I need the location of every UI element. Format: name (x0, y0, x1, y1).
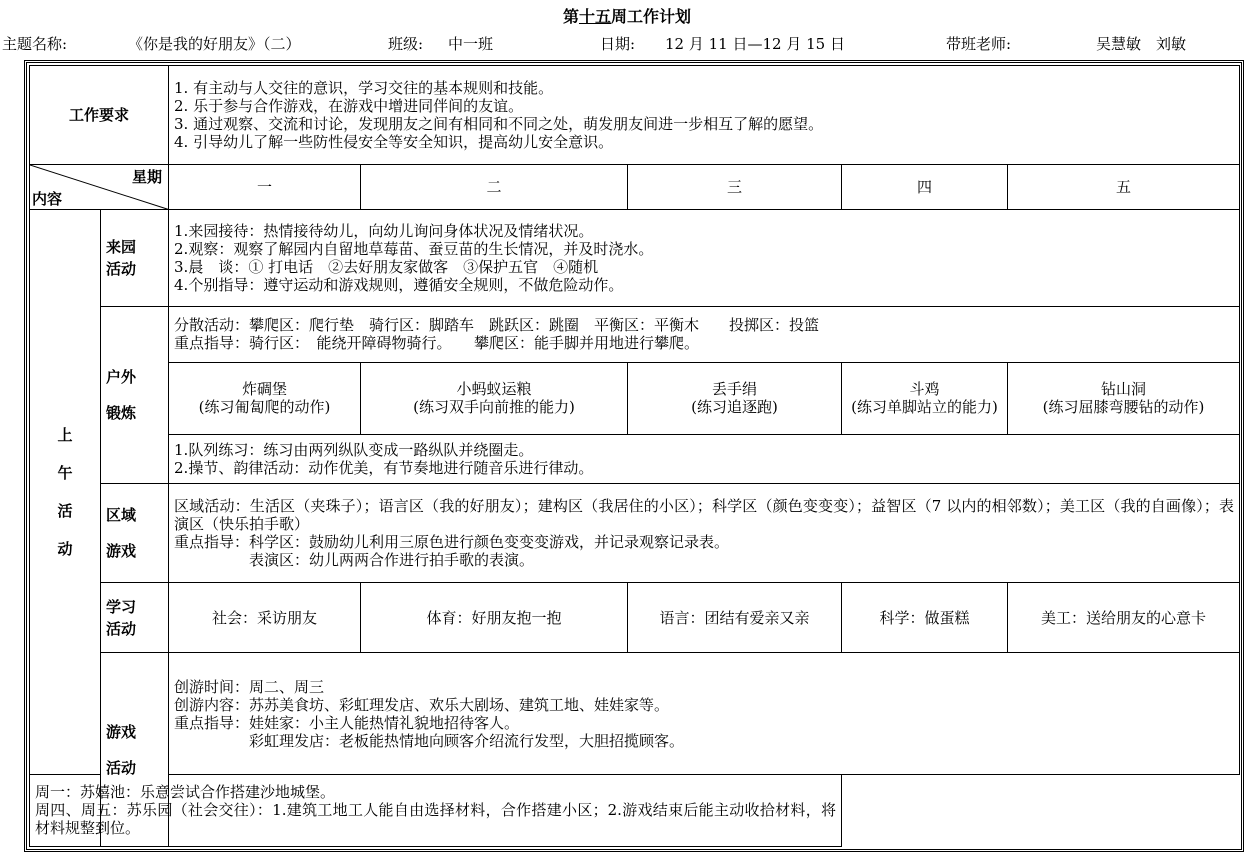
study-tue: 体育：好朋友抱一抱 (361, 583, 628, 653)
requirements-label: 工作要求 (30, 66, 169, 165)
outdoor-games-row (30, 362, 1240, 434)
requirements-row (30, 66, 1240, 165)
requirement-item: 1. 有主动与人交往的意识，学习交往的基本规则和技能。 (174, 78, 554, 97)
play-bottom-line: 周四、周五：苏乐园（社会交往）：1.建筑工地工人能自由选择材料，合作搭建小区；2.游戏结束后能主动收拾材料，将材料规整到位。 (35, 801, 837, 838)
outdoor-top-line: 重点指导：骑行区： 能绕开障碍物骑行。 攀爬区：能手脚并用地进行攀爬。 (174, 334, 700, 353)
study-label-line: 活动 (106, 619, 137, 638)
class-label: 班级: (388, 35, 424, 53)
arrival-row (30, 210, 1240, 307)
plan-frame (24, 60, 1244, 852)
play-top-line: 创游内容：苏苏美食坊、彩虹理发店、欢乐大剧场、建筑工地、娃娃家等。 (174, 695, 670, 714)
title-prefix: 第 (562, 7, 579, 26)
area-line: 表演区：幼儿两两合作进行拍手歌的表演。 (174, 551, 535, 570)
area-label-line: 游戏 (106, 542, 137, 561)
weekday-label: 星期 (132, 167, 163, 186)
area-row (30, 484, 1240, 583)
play-label-line: 活动 (106, 758, 137, 777)
teacher-label: 带班老师: (946, 35, 1012, 53)
outdoor-label-line: 锻炼 (106, 404, 137, 423)
study-mon: 社会：采访朋友 (169, 583, 361, 653)
requirement-item: 3. 通过观察、交流和讨论，发现朋友之间有相同和不同之处，萌发朋友间进一步相互了解的愿望。 (174, 114, 824, 133)
morning-label-char: 午 (57, 464, 73, 483)
outdoor-top-row (30, 307, 1240, 363)
outdoor-game-mon (169, 362, 361, 434)
day-header-wed: 三 (628, 164, 842, 209)
date-label: 日期: (600, 35, 636, 53)
area-line: 重点指导：科学区：鼓励幼儿利用三原色进行颜色变变变游戏，并记录观察记录表。 (174, 533, 730, 552)
study-row (30, 583, 1240, 653)
study-wed: 语言：团结有爱亲又亲 (628, 583, 842, 653)
game-name: 钻山洞 (1101, 380, 1147, 399)
theme-value: 《你是我的好朋友》（二） (128, 35, 301, 53)
arrival-content (169, 210, 1240, 307)
outdoor-game-fri (1008, 362, 1240, 434)
outdoor-top-line: 分散活动：攀爬区：爬行垫 骑行区：脚踏车 跳跃区：跳圈 平衡区：平衡木 投掷区：投篮 (174, 316, 820, 335)
morning-label-char: 动 (57, 540, 73, 559)
requirement-item: 4. 引导幼儿了解一些防性侵安全等安全知识，提高幼儿安全意识。 (174, 132, 614, 151)
game-desc: (练习单脚站立的能力) (851, 398, 998, 417)
play-schedule (30, 774, 842, 846)
play-top-line: 彩虹理发店：老板能热情地向顾客介绍流行发型，大胆招揽顾客。 (174, 731, 685, 750)
game-desc: (练习匍匐爬的动作) (198, 398, 331, 417)
arrival-line: 3.晨 谈：① 打电话 ②去好朋友家做客 ③保护五官 ④随机 (174, 258, 599, 277)
requirement-item: 2. 乐于参与合作游戏，在游戏中增进同伴间的友谊。 (174, 96, 524, 115)
day-header-thu: 四 (842, 164, 1008, 209)
outdoor-game-thu (842, 362, 1008, 434)
day-header-fri: 五 (1008, 164, 1240, 209)
morning-label-char: 活 (57, 502, 73, 521)
arrival-line: 2.观察：观察了解园内自留地草莓苗、蚕豆苗的生长情况，并及时浇水。 (174, 240, 654, 259)
game-desc: (练习追逐跑) (691, 398, 778, 417)
outdoor-game-tue (361, 362, 628, 434)
play-bottom-row (30, 774, 1240, 846)
morning-label-char: 上 (57, 426, 73, 445)
play-label-line: 游戏 (106, 722, 137, 741)
area-content (169, 484, 1240, 583)
game-desc: (练习屈膝弯腰钻的动作) (1042, 398, 1205, 417)
game-name: 斗鸡 (909, 380, 940, 399)
game-name: 小蚂蚁运粮 (456, 380, 532, 399)
area-label (101, 484, 169, 583)
requirements-list (169, 66, 1240, 165)
outdoor-game-wed (628, 362, 842, 434)
title-week-number: 十五 (578, 7, 611, 26)
study-fri: 美工：送给朋友的心意卡 (1008, 583, 1240, 653)
play-top-line: 重点指导：娃娃家：小主人能热情礼貌地招待客人。 (174, 713, 520, 732)
title-suffix: 周工作计划 (611, 7, 692, 26)
outdoor-label (101, 307, 169, 484)
arrival-line: 4.个别指导：遵守运动和游戏规则，遵循安全规则，不做危险动作。 (174, 276, 624, 295)
play-bottom-line: 周一：苏嬉池：乐意尝试合作搭建沙地城堡。 (35, 783, 336, 802)
page-title (0, 4, 1254, 27)
class-value: 中一班 (448, 35, 494, 53)
day-header-mon: 一 (169, 164, 361, 209)
morning-activities-label (30, 210, 101, 775)
teacher-value: 吴慧敏 刘敏 (1096, 35, 1187, 53)
play-content (169, 653, 1240, 775)
content-label: 内容 (32, 190, 63, 209)
play-top-line: 创游时间：周二、周三 (174, 677, 325, 696)
plan-meta (0, 33, 1254, 55)
day-header-tue: 二 (361, 164, 628, 209)
outdoor-guidance (169, 307, 1240, 363)
arrival-label-line: 活动 (106, 260, 137, 279)
game-name: 丢手绢 (712, 380, 758, 399)
area-label-line: 区域 (106, 506, 137, 525)
arrival-label-line: 来园 (106, 238, 137, 257)
outdoor-drills (169, 434, 1240, 483)
theme-label: 主题名称: (2, 35, 68, 53)
game-name: 炸碉堡 (242, 380, 288, 399)
game-desc: (练习双手向前推的能力) (413, 398, 575, 417)
area-paragraph: 区域活动：生活区（夹珠子）；语言区（我的好朋友）；建构区（我居住的小区）；科学区（颜色变变变）；益智区（7 以内的相邻数）；美工区（我的自画像）；表演区（快乐拍手歌） (174, 497, 1235, 534)
diagonal-header-cell (30, 164, 169, 209)
outdoor-label-line: 户外 (106, 368, 137, 387)
outdoor-bottom-line: 1.队列练习：练习由两列纵队变成一路纵队并绕圈走。 (174, 441, 534, 460)
study-label-line: 学习 (106, 597, 137, 616)
weekday-header-row (30, 164, 1240, 209)
play-top-row (30, 653, 1240, 775)
arrival-label (101, 210, 169, 307)
study-label (101, 583, 169, 653)
study-thu: 科学：做蛋糕 (842, 583, 1008, 653)
outdoor-bottom-row (30, 434, 1240, 483)
outdoor-bottom-line: 2.操节、韵律活动：动作优美，有节奏地进行随音乐进行律动。 (174, 459, 594, 478)
weekly-plan-table (29, 65, 1240, 847)
date-value: 12 月 11 日—12 月 15 日 (665, 35, 845, 53)
arrival-line: 1.来园接待：热情接待幼儿，向幼儿询问身体状况及情绪状况。 (174, 222, 594, 241)
